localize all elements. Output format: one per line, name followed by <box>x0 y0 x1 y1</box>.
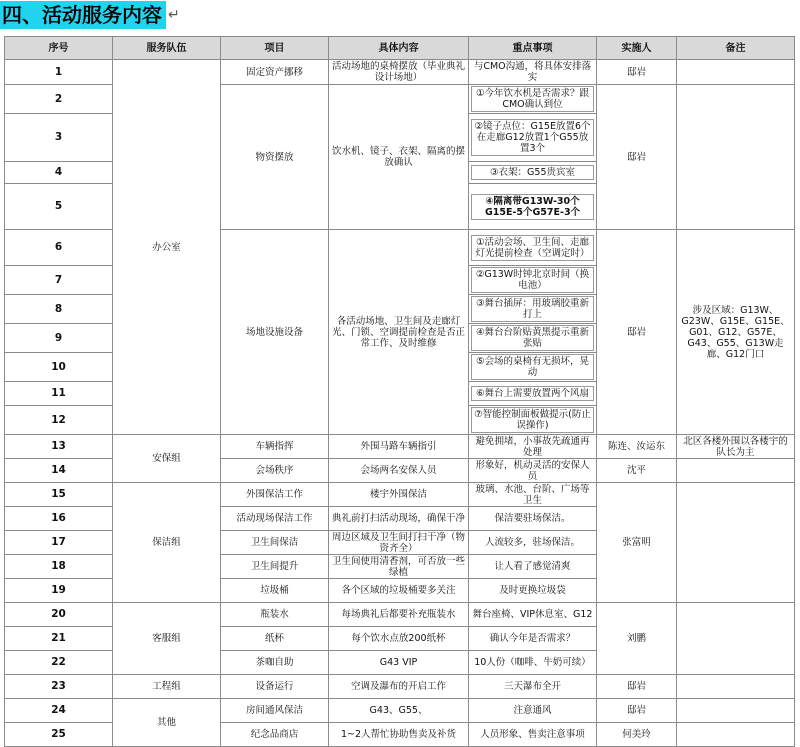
content-cell: 典礼前打扫活动现场，确保干净 <box>329 507 469 531</box>
row-number: 7 <box>5 266 113 295</box>
key-cell <box>469 353 597 382</box>
content-cell: 1~2人帮忙协助售卖及补货 <box>329 723 469 747</box>
table-row <box>5 60 795 85</box>
row-number: 22 <box>5 651 113 675</box>
team-cell: 办公室 <box>113 60 221 435</box>
row-number: 6 <box>5 230 113 266</box>
row-number: 18 <box>5 555 113 579</box>
key-cell <box>469 85 597 114</box>
person-cell: 邸岩 <box>597 85 677 230</box>
row-number: 15 <box>5 483 113 507</box>
header-team: 服务队伍 <box>113 37 221 60</box>
content-cell: 活动场地的桌椅摆放（毕业典礼设计场地） <box>329 60 469 85</box>
person-cell: 沈平 <box>597 459 677 483</box>
section-title: 四、活动服务内容 <box>0 1 166 29</box>
item-cell: 会场秩序 <box>221 459 329 483</box>
content-cell: 每个饮水点放200纸杯 <box>329 627 469 651</box>
content-cell: 楼宇外围保洁 <box>329 483 469 507</box>
person-cell: 邸岩 <box>597 230 677 435</box>
row-number: 25 <box>5 723 113 747</box>
content-cell: 各活动场地、卫生间及走廊灯光、门锁、空调提前检查是否正常工作、及时维修 <box>329 230 469 435</box>
note-cell <box>677 483 795 603</box>
note-cell: 北区各楼外围以各楼宇的队长为主 <box>677 435 795 459</box>
key-cell <box>469 324 597 353</box>
header-item: 项目 <box>221 37 329 60</box>
row-number: 11 <box>5 382 113 406</box>
header-key-points: 重点事项 <box>469 37 597 60</box>
item-cell: 纪念品商店 <box>221 723 329 747</box>
item-cell: 车辆指挥 <box>221 435 329 459</box>
key-box: ①今年饮水机是否需求？跟CMO确认到位 <box>471 86 594 112</box>
content-cell: G43、G55、 <box>329 699 469 723</box>
key-box: ④舞台台阶贴黄黑提示重新张贴 <box>471 325 594 351</box>
key-cell <box>469 266 597 295</box>
key-cell <box>469 184 597 230</box>
content-cell: 会场两名安保人员 <box>329 459 469 483</box>
key-box: ⑥舞台上需要放置两个风扇 <box>471 386 594 401</box>
content-cell: 每场典礼后都要补充瓶装水 <box>329 603 469 627</box>
content-cell: 各个区域的垃圾桶要多关注 <box>329 579 469 603</box>
item-cell: 外围保洁工作 <box>221 483 329 507</box>
row-number: 23 <box>5 675 113 699</box>
team-cell: 客服组 <box>113 603 221 675</box>
item-cell: 纸杯 <box>221 627 329 651</box>
key-cell <box>469 406 597 435</box>
person-cell: 张富明 <box>597 483 677 603</box>
item-cell: 活动现场保洁工作 <box>221 507 329 531</box>
table-row <box>5 699 795 723</box>
row-number: 19 <box>5 579 113 603</box>
header-content: 具体内容 <box>329 37 469 60</box>
person-cell: 刘鹏 <box>597 603 677 675</box>
table-header-row <box>5 37 795 60</box>
key-cell <box>469 230 597 266</box>
section-heading <box>0 0 180 30</box>
key-box: ④隔离带G13W-30个G15E-5个G57E-3个 <box>471 194 594 220</box>
key-cell: 三天瀑布全开 <box>469 675 597 699</box>
header-implementer: 实施人 <box>597 37 677 60</box>
key-cell: 舞台座椅、VIP休息室、G12 <box>469 603 597 627</box>
row-number: 14 <box>5 459 113 483</box>
row-number: 21 <box>5 627 113 651</box>
key-cell <box>469 162 597 184</box>
item-cell: 物资摆放 <box>221 85 329 230</box>
note-cell <box>677 603 795 675</box>
row-number: 17 <box>5 531 113 555</box>
content-cell: 空调及瀑布的开启工作 <box>329 675 469 699</box>
row-number: 20 <box>5 603 113 627</box>
key-box: ①活动会场、卫生间、走廊灯光提前检查（空调定时） <box>471 235 594 261</box>
row-number: 9 <box>5 324 113 353</box>
content-cell: 外围马路车辆指引 <box>329 435 469 459</box>
team-cell: 安保组 <box>113 435 221 483</box>
note-cell <box>677 723 795 747</box>
row-number: 13 <box>5 435 113 459</box>
key-cell: 让人看了感觉清爽 <box>469 555 597 579</box>
table-row <box>5 435 795 459</box>
note-cell: 涉及区域：G13W、G23W、G15E、G15E、G01、G12、G57E、G43、G55、G13W走廊、G12门口 <box>677 230 795 435</box>
key-cell <box>469 114 597 162</box>
key-cell: 及时更换垃圾袋 <box>469 579 597 603</box>
note-cell <box>677 60 795 85</box>
row-number: 3 <box>5 114 113 162</box>
content-cell: 饮水机、镜子、衣架、隔离的摆放确认 <box>329 85 469 230</box>
item-cell: 瓶装水 <box>221 603 329 627</box>
note-cell <box>677 699 795 723</box>
key-box: ②G13W时钟北京时间（换电池） <box>471 267 594 293</box>
row-number: 16 <box>5 507 113 531</box>
key-cell: 10人份（咖啡、牛奶可续） <box>469 651 597 675</box>
row-number: 2 <box>5 85 113 114</box>
key-box: ③衣架：G55贵宾室 <box>471 165 594 180</box>
row-number: 1 <box>5 60 113 85</box>
item-cell: 卫生间保洁 <box>221 531 329 555</box>
key-cell: 确认今年是否需求？ <box>469 627 597 651</box>
key-cell: 形象好，机动灵活的安保人员 <box>469 459 597 483</box>
note-cell <box>677 459 795 483</box>
key-box: ⑤会场的桌椅有无损坏，晃动 <box>471 354 594 380</box>
person-cell: 邸岩 <box>597 60 677 85</box>
key-cell: 注意通风 <box>469 699 597 723</box>
row-number: 12 <box>5 406 113 435</box>
row-number: 4 <box>5 162 113 184</box>
row-number: 5 <box>5 184 113 230</box>
person-cell: 陈连、汝运东 <box>597 435 677 459</box>
table-row <box>5 483 795 507</box>
table-row <box>5 603 795 627</box>
header-remarks: 备注 <box>677 37 795 60</box>
row-number: 24 <box>5 699 113 723</box>
key-box: ②镜子点位：G15E放置6个在走廊G12放置1个G55放置3个 <box>471 119 594 156</box>
item-cell: 固定资产挪移 <box>221 60 329 85</box>
key-cell: 避免拥堵，小事故先疏通再处理 <box>469 435 597 459</box>
key-cell <box>469 295 597 324</box>
key-cell: 人流较多，驻场保洁。 <box>469 531 597 555</box>
item-cell: 房间通风保洁 <box>221 699 329 723</box>
item-cell: 卫生间提升 <box>221 555 329 579</box>
key-cell: 保洁要驻场保洁。 <box>469 507 597 531</box>
note-cell <box>677 85 795 230</box>
team-cell: 工程组 <box>113 675 221 699</box>
header-serial: 序号 <box>5 37 113 60</box>
paragraph-mark-icon: ↵ <box>168 7 180 23</box>
item-cell: 茶咖自助 <box>221 651 329 675</box>
key-cell: 与CMO沟通，将具体安排落实 <box>469 60 597 85</box>
content-cell: 卫生间使用清香剂，可否放一些绿植 <box>329 555 469 579</box>
item-cell: 场地设施设备 <box>221 230 329 435</box>
team-cell: 保洁组 <box>113 483 221 603</box>
note-cell <box>677 675 795 699</box>
item-cell: 垃圾桶 <box>221 579 329 603</box>
row-number: 10 <box>5 353 113 382</box>
key-box: ③舞台插屏：用玻璃胶重新打上 <box>471 296 594 322</box>
table-row <box>5 675 795 699</box>
item-cell: 设备运行 <box>221 675 329 699</box>
content-cell: 周边区域及卫生间打扫干净（物资齐全） <box>329 531 469 555</box>
key-box: ⑦智能控制面板做提示(防止误操作) <box>471 407 594 433</box>
activity-service-table <box>4 36 795 747</box>
person-cell: 邸岩 <box>597 699 677 723</box>
key-cell: 人员形象、售卖注意事项 <box>469 723 597 747</box>
key-cell <box>469 382 597 406</box>
key-cell: 玻璃、水池、台阶、广场等卫生 <box>469 483 597 507</box>
row-number: 8 <box>5 295 113 324</box>
person-cell: 邸岩 <box>597 675 677 699</box>
content-cell: G43 VIP <box>329 651 469 675</box>
team-cell: 其他 <box>113 699 221 747</box>
person-cell: 何美玲 <box>597 723 677 747</box>
